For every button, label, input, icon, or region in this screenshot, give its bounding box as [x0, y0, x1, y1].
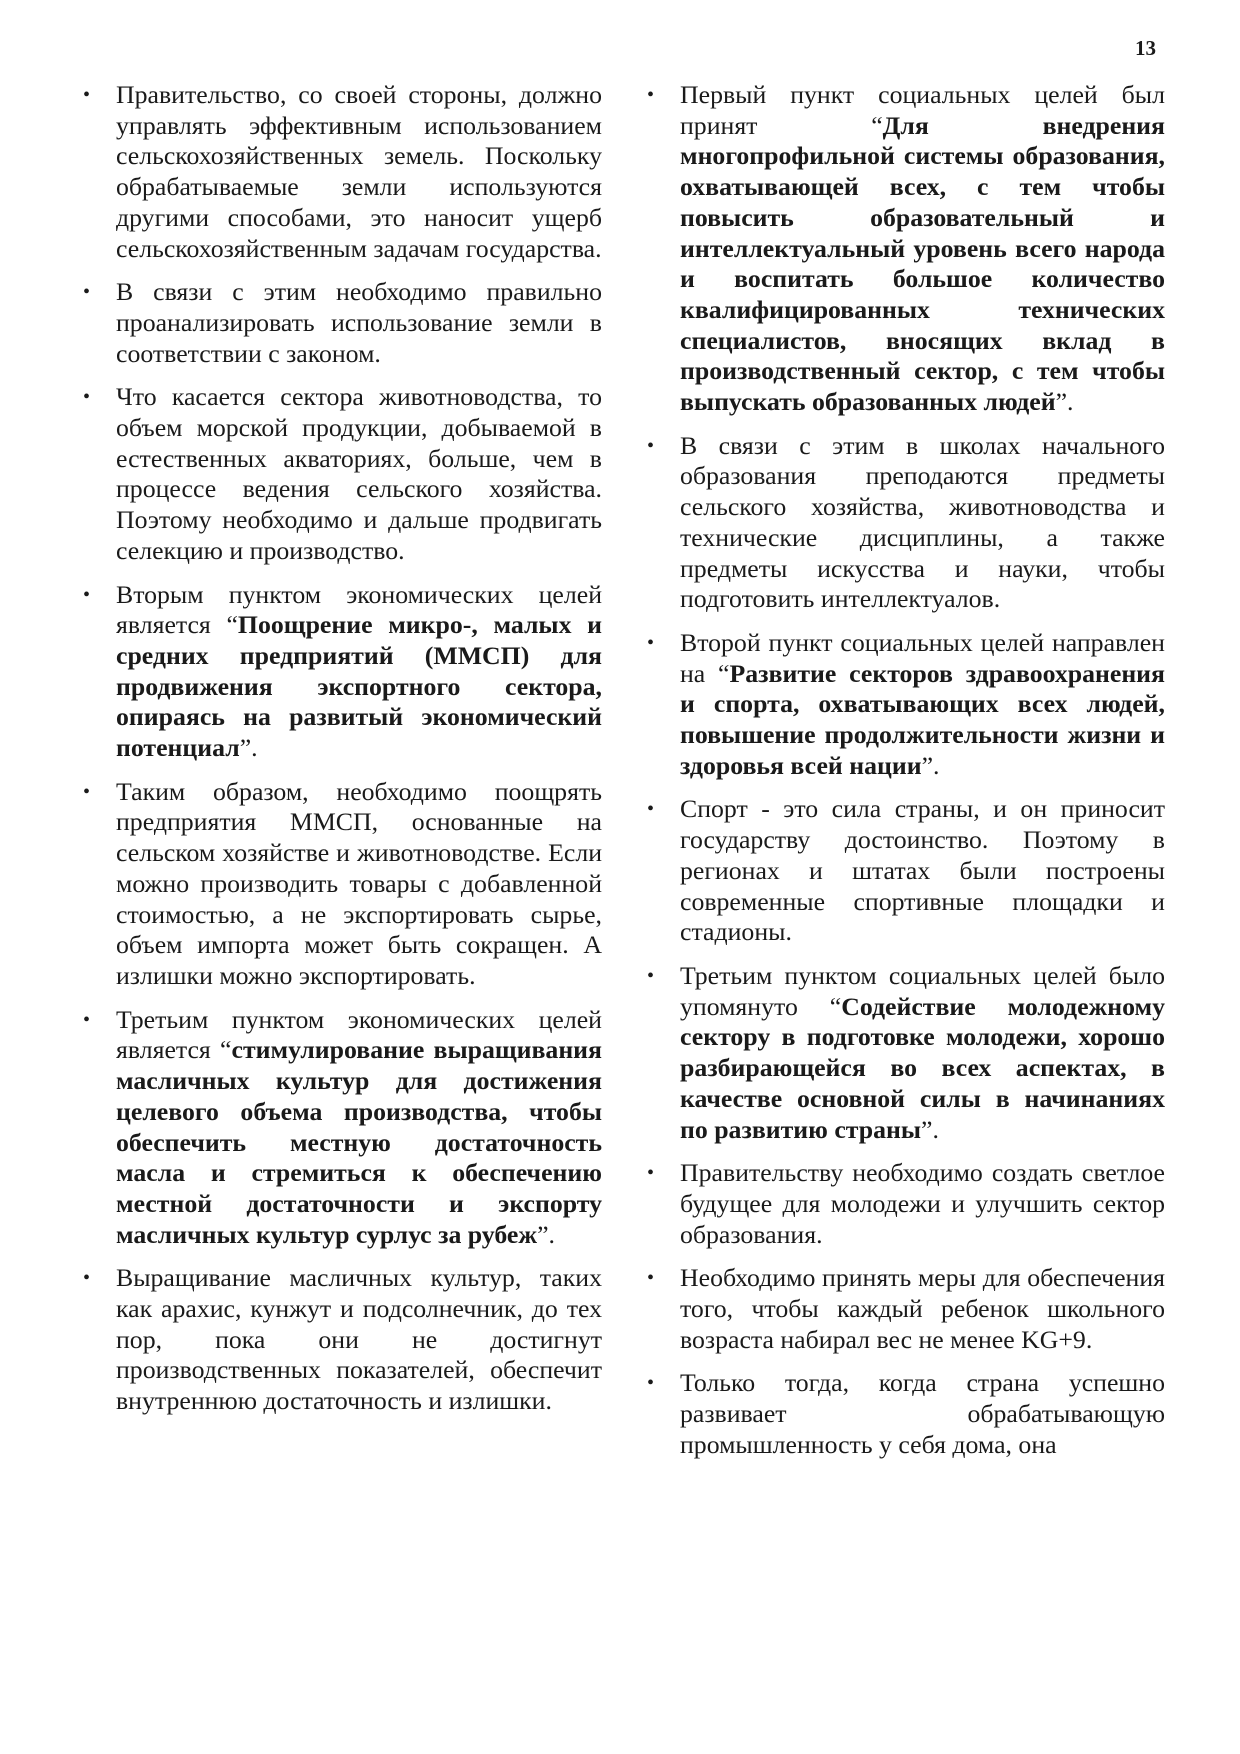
text-span: Выращивание масличных культур, таких как арахис, кунжут и подсолнечник, до тех пор, пока они не достигнут производственных показателей, обеспечит внутреннюю достаточность и излишки.	[116, 1263, 602, 1416]
text-span: Что касается сектора животноводства, то объем морской продукции, добываемой в естественных акваториях, больше, чем в процессе ведения сельского хозяйства. Поэтому необходимо и дальше продвигать селекцию и производство.	[116, 382, 602, 565]
bullet-icon: •	[83, 386, 91, 409]
text-span: В связи с этим в школах начального образования преподаются предметы сельского хозяйства, животноводства и технические дисциплины, а также предметы искусства и науки, чтобы подготовить интеллектуалов.	[680, 430, 1165, 614]
bullet-icon: •	[647, 1267, 655, 1290]
bullet-item	[83, 1004, 603, 1251]
bullet-icon: •	[647, 631, 655, 654]
bullet-item	[83, 80, 602, 264]
bullet-icon: •	[647, 434, 655, 457]
text-span: Таким образом, необходимо поощрять предприятия ММСП, основанные на сельском хозяйстве и животноводстве. Если можно производить товары с добавленной стоимостью, а не экспортировать сырье, объем импорта может быть сокращен. А излишки можно экспортировать.	[116, 776, 602, 990]
paragraph-text	[116, 777, 602, 990]
bullet-item	[647, 1263, 1165, 1355]
bullet-icon: •	[83, 780, 91, 803]
right-column	[647, 80, 1166, 1474]
emphasized-text: Содействие молодежному сектору в подготовке молодежи, хорошо разбирающейся во всех аспектах, в качестве основной силы в начинаниях по развитию страны	[680, 991, 1165, 1144]
paragraph-text	[680, 431, 1165, 614]
bullet-item	[647, 1158, 1165, 1250]
paragraph-text	[680, 80, 1165, 416]
text-span: Необходимо принять меры для обеспечения того, чтобы каждый ребенок школьного возраста набирал вес не менее KG+9.	[680, 1263, 1165, 1354]
bullet-icon: •	[83, 1267, 91, 1290]
paragraph-text	[116, 277, 602, 367]
bullet-item	[647, 960, 1165, 1145]
text-span: Вторым пунктом экономических целей является “	[116, 579, 602, 640]
bullet-item	[647, 794, 1165, 948]
paragraph-text	[680, 961, 1165, 1144]
text-span: ”.	[239, 733, 258, 763]
text-span: ”.	[921, 1114, 939, 1144]
left-column	[83, 80, 603, 1430]
text-span: ”.	[1055, 387, 1074, 417]
paragraph-text	[680, 1158, 1165, 1248]
text-span: Только тогда, когда страна успешно развивает обрабатывающую промышленность у себя дома, она	[680, 1368, 1165, 1459]
paragraph-text	[116, 580, 602, 763]
bullet-icon: •	[647, 798, 655, 821]
bullet-item	[83, 277, 602, 369]
paragraph-text	[680, 628, 1165, 780]
bullet-icon: •	[83, 1008, 91, 1031]
bullet-icon: •	[83, 583, 91, 606]
paragraph-text	[116, 1263, 602, 1415]
text-span: Спорт - это сила страны, и он приносит государству достоинство. Поэтому в регионах и штатах были построены современные спортивные площадки и стадионы.	[680, 794, 1165, 947]
bullet-icon: •	[647, 964, 655, 987]
text-span: ”.	[537, 1219, 555, 1249]
bullet-item	[647, 627, 1166, 782]
bullet-icon: •	[83, 281, 91, 304]
emphasized-text: стимулирование выращивания масличных культур для достижения целевого объема производства, чтобы обеспечить местную достаточность масла и стремиться к обеспечению местной достаточности и экспорту масличных культур сурлус за рубеж	[116, 1035, 603, 1249]
paragraph-text	[116, 382, 602, 565]
text-span: Правительство, со своей стороны, должно управлять эффективным использованием сельскохозяйственных земель. Поскольку обрабатываемые земли используются другими способами, это наносит ущерб сельскохозяйственным задачам государства.	[116, 80, 602, 263]
text-span: ”.	[921, 750, 940, 780]
bullet-icon: •	[83, 84, 91, 106]
bullet-item	[647, 80, 1166, 418]
text-span: Третьим пунктом экономических целей является “	[116, 1004, 602, 1065]
emphasized-text: Развитие секторов здравоохранения и спорта, охватывающих всех людей, повышение продолжительности жизни и здоровья всей нации	[680, 658, 1166, 780]
bullet-icon: •	[647, 84, 655, 106]
text-span: Первый пункт социальных целей был принят “	[680, 80, 1165, 140]
bullet-item	[647, 1368, 1165, 1460]
page-number: 13	[1135, 36, 1156, 60]
bullet-item	[83, 1263, 602, 1417]
bullet-icon: •	[647, 1372, 655, 1395]
emphasized-text: Для внедрения многопрофильной системы образования, охватывающей всех, с тем чтобы повысить образовательный и интеллектуальный уровень всего народа и воспитать большое количество квалифицированных технических специалистов, вносящих вклад в производственный сектор, с тем чтобы выпускать образованных людей	[680, 110, 1166, 417]
bullet-item	[83, 579, 602, 764]
bullet-icon: •	[647, 1162, 655, 1185]
text-span: В связи с этим необходимо правильно проанализировать использование земли в соответствии с законом.	[116, 277, 602, 368]
text-span: Правительству необходимо создать светлое будущее для молодежи и улучшить сектор образования.	[680, 1158, 1165, 1249]
paragraph-text	[116, 1005, 602, 1249]
text-span: Третьим пунктом социальных целей было упомянуто “	[680, 960, 1165, 1021]
bullet-item	[83, 382, 602, 566]
paragraph-text	[116, 80, 602, 263]
paragraph-text	[680, 794, 1165, 946]
text-span: Второй пункт социальных целей направлен на “	[680, 627, 1165, 688]
bullet-item	[647, 430, 1165, 615]
paragraph-text	[680, 1368, 1165, 1458]
emphasized-text: Поощрение микро-, малых и средних предприятий (ММСП) для продвижения экспортного сектора, опираясь на развитый экономический потенциал	[116, 610, 602, 763]
paragraph-text	[680, 1263, 1165, 1353]
bullet-item	[83, 776, 602, 992]
